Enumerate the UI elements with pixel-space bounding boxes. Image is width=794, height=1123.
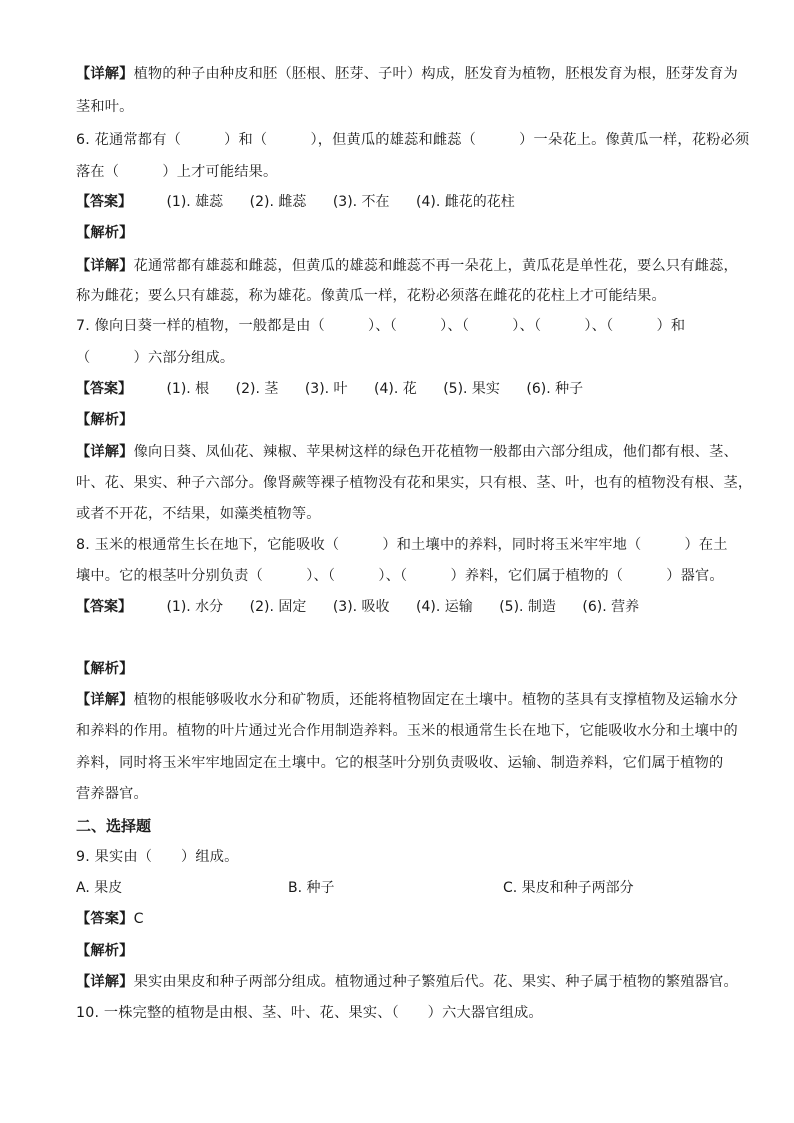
text: 植物的种子由种皮和胚（胚根、胚芽、子叶）构成，胚发育为植物，胚根发育为根，胚芽发育为: [133, 66, 738, 82]
answer-item: (2). 雌蕊: [249, 194, 307, 210]
answer-item: (6). 种子: [526, 381, 584, 397]
text-line: 养料，同时将玉米牢牢地固定在土壤中。它的根茎叶分别负责吸收、运输、制造养料，它们属于植物的: [76, 755, 724, 771]
answer-item: (1). 根: [166, 381, 210, 397]
question-7-line-2: （ ）六部分组成。: [76, 350, 235, 366]
answer-item: (4). 运输: [416, 599, 473, 615]
answer-row-8: [76, 597, 661, 617]
answer-item: (2). 茎: [235, 381, 279, 397]
answer-row-6: [76, 192, 537, 212]
answer-item: (3). 吸收: [332, 599, 390, 615]
text-line: 营养器官。: [76, 786, 148, 802]
text: 花通常都有雄蕊和雌蕊，但黄瓜的雄蕊和雌蕊不再一朵花上，黄瓜花是单性花，要么只有雌蕊，: [133, 258, 738, 274]
detail-line: [76, 442, 738, 462]
detail-line: [76, 256, 738, 276]
answer-row-7: [76, 379, 605, 399]
answer-row-9: [76, 909, 726, 929]
analysis-label: 【解析】: [76, 225, 134, 241]
text: 像向日葵、凤仙花、辣椒、苹果树这样的绿色开花植物一般都由六部分组成，他们都有根、茎、: [133, 444, 738, 460]
detail-label: 【详解】: [76, 444, 134, 460]
text: 果实由果皮和种子两部分组成。植物通过种子繁殖后代。花、果实、种子属于植物的繁殖器官。: [133, 974, 738, 990]
text-line: 茎和叶。: [76, 99, 134, 115]
answer-label: 【答案】: [76, 911, 134, 927]
detail-label: 【详解】: [76, 974, 134, 990]
question-6-line-2: 落在（ ）上才可能结果。: [76, 164, 278, 180]
answer-item: (1). 水分: [166, 599, 224, 615]
option-c: C. 果皮和种子两部分: [503, 880, 634, 896]
question-6-line-1: 6. 花通常都有（ ）和（ ），但黄瓜的雄蕊和雌蕊（ ）一朵花上。像黄瓜一样，花粉必须: [76, 132, 750, 148]
text-line: 叶、花、果实、种子六部分。像肾蕨等裸子植物没有花和果实，只有根、茎、叶，也有的植物没有根、茎，: [76, 475, 753, 491]
text-line: 称为雌花；要么只有雄蕊，称为雄花。像黄瓜一样，花粉必须落在雌花的花柱上才可能结果。: [76, 288, 666, 304]
detail-line: [76, 64, 738, 84]
answer-item: (5). 果实: [443, 381, 500, 397]
answer-item: (3). 不在: [332, 194, 390, 210]
answer-label: 【答案】: [76, 381, 132, 397]
answer-item: (5). 制造: [499, 599, 556, 615]
answer-label: 【答案】: [76, 599, 132, 615]
text-line: 或者不开花，不结果，如藻类植物等。: [76, 506, 321, 522]
option-b: B. 种子: [288, 880, 335, 896]
question-7-line-1: 7. 像向日葵一样的植物，一般都是由（ ）、（ ）、（ ）、（ ）、（ ）和: [76, 318, 686, 334]
text: 植物的根能够吸收水分和矿物质，还能将植物固定在土壤中。植物的茎具有支撑植物及运输水分: [133, 692, 738, 708]
answer-value: C: [133, 911, 144, 927]
answer-label: 【答案】: [76, 194, 132, 210]
answer-item: (4). 雌花的花柱: [416, 194, 515, 210]
detail-label: 【详解】: [76, 692, 134, 708]
detail-line: [76, 972, 738, 992]
detail-line: [76, 690, 738, 710]
text-line: 和养料的作用。植物的叶片通过光合作用制造养料。玉米的根通常生长在地下，它能吸收水分和土壤中的: [76, 723, 738, 739]
answer-item: (4). 花: [374, 381, 417, 397]
detail-label: 【详解】: [76, 258, 134, 274]
answer-item: (1). 雄蕊: [166, 194, 224, 210]
answer-item: (2). 固定: [249, 599, 307, 615]
analysis-label: 【解析】: [76, 661, 134, 677]
detail-label: 【详解】: [76, 66, 134, 82]
question-9: 9. 果实由（ ）组成。: [76, 849, 239, 865]
question-8-line-2: 壤中。它的根茎叶分别负责（ ）、（ ）、（ ）养料，它们属于植物的（ ）器官。: [76, 568, 724, 584]
question-8-line-1: 8. 玉米的根通常生长在地下，它能吸收（ ）和土壤中的养料，同时将玉米牢牢地（ ）在土: [76, 537, 728, 553]
answer-item: (6). 营养: [582, 599, 640, 615]
section-heading: 二、选择题: [76, 817, 152, 835]
answer-item: (3). 叶: [304, 381, 348, 397]
question-10: 10. 一株完整的植物是由根、茎、叶、花、果实、（ ）六大器官组成。: [76, 1005, 543, 1021]
analysis-label: 【解析】: [76, 412, 134, 428]
option-a: A. 果皮: [76, 880, 123, 896]
analysis-label: 【解析】: [76, 943, 134, 959]
